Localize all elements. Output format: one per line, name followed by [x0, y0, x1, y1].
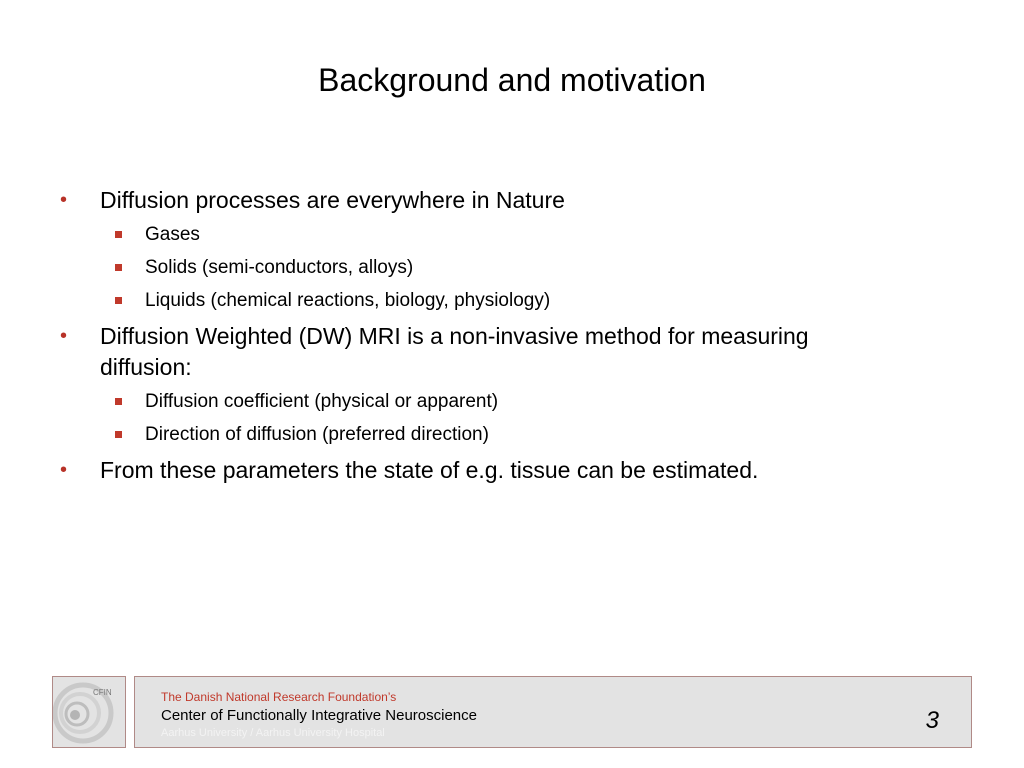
square-bullet-icon [115, 398, 122, 405]
bullet-level2 [145, 423, 945, 447]
slide-title: Background and motivation [318, 62, 706, 98]
footer-bar [134, 676, 972, 748]
logo-text: CFIN [93, 688, 112, 697]
square-bullet-icon [115, 264, 122, 271]
center-name: Center of Functionally Integrative Neuroscience [161, 707, 477, 724]
bullet-text: From these parameters the state of e.g. tissue can be estimated. [100, 457, 759, 483]
bullet-text: Solids (semi-conductors, alloys) [145, 257, 414, 278]
bullet-level1 [60, 185, 960, 216]
bullet-level1 [60, 455, 960, 486]
bullet-level1 [60, 321, 900, 383]
nautilus-logo-icon [53, 677, 126, 748]
bullet-level2 [145, 256, 945, 280]
bullet-level2 [145, 223, 945, 247]
page-number: 3 [925, 707, 939, 734]
square-bullet-icon [115, 231, 122, 238]
bullet-text: Gases [145, 224, 200, 245]
bullet-dot: • [60, 189, 68, 211]
bullet-text: Direction of diffusion (preferred direction) [145, 424, 489, 445]
bullet-level2 [145, 390, 945, 414]
square-bullet-icon [115, 431, 122, 438]
university-text: Aarhus University / Aarhus University Hospital [161, 727, 385, 739]
square-bullet-icon [115, 297, 122, 304]
bullet-text: Diffusion coefficient (physical or apparent) [145, 391, 499, 412]
bullet-dot: • [60, 459, 68, 481]
bullet-text: Diffusion Weighted (DW) MRI is a non-invasive method for measuring diffusion: [100, 323, 809, 380]
foundation-text: The Danish National Research Foundation’s [161, 690, 397, 704]
cfin-logo [52, 676, 126, 748]
bullet-level2 [145, 289, 945, 313]
bullet-text: Diffusion processes are everywhere in Nature [100, 187, 565, 213]
bullet-text: Liquids (chemical reactions, biology, physiology) [145, 290, 551, 311]
bullet-dot: • [60, 325, 68, 347]
